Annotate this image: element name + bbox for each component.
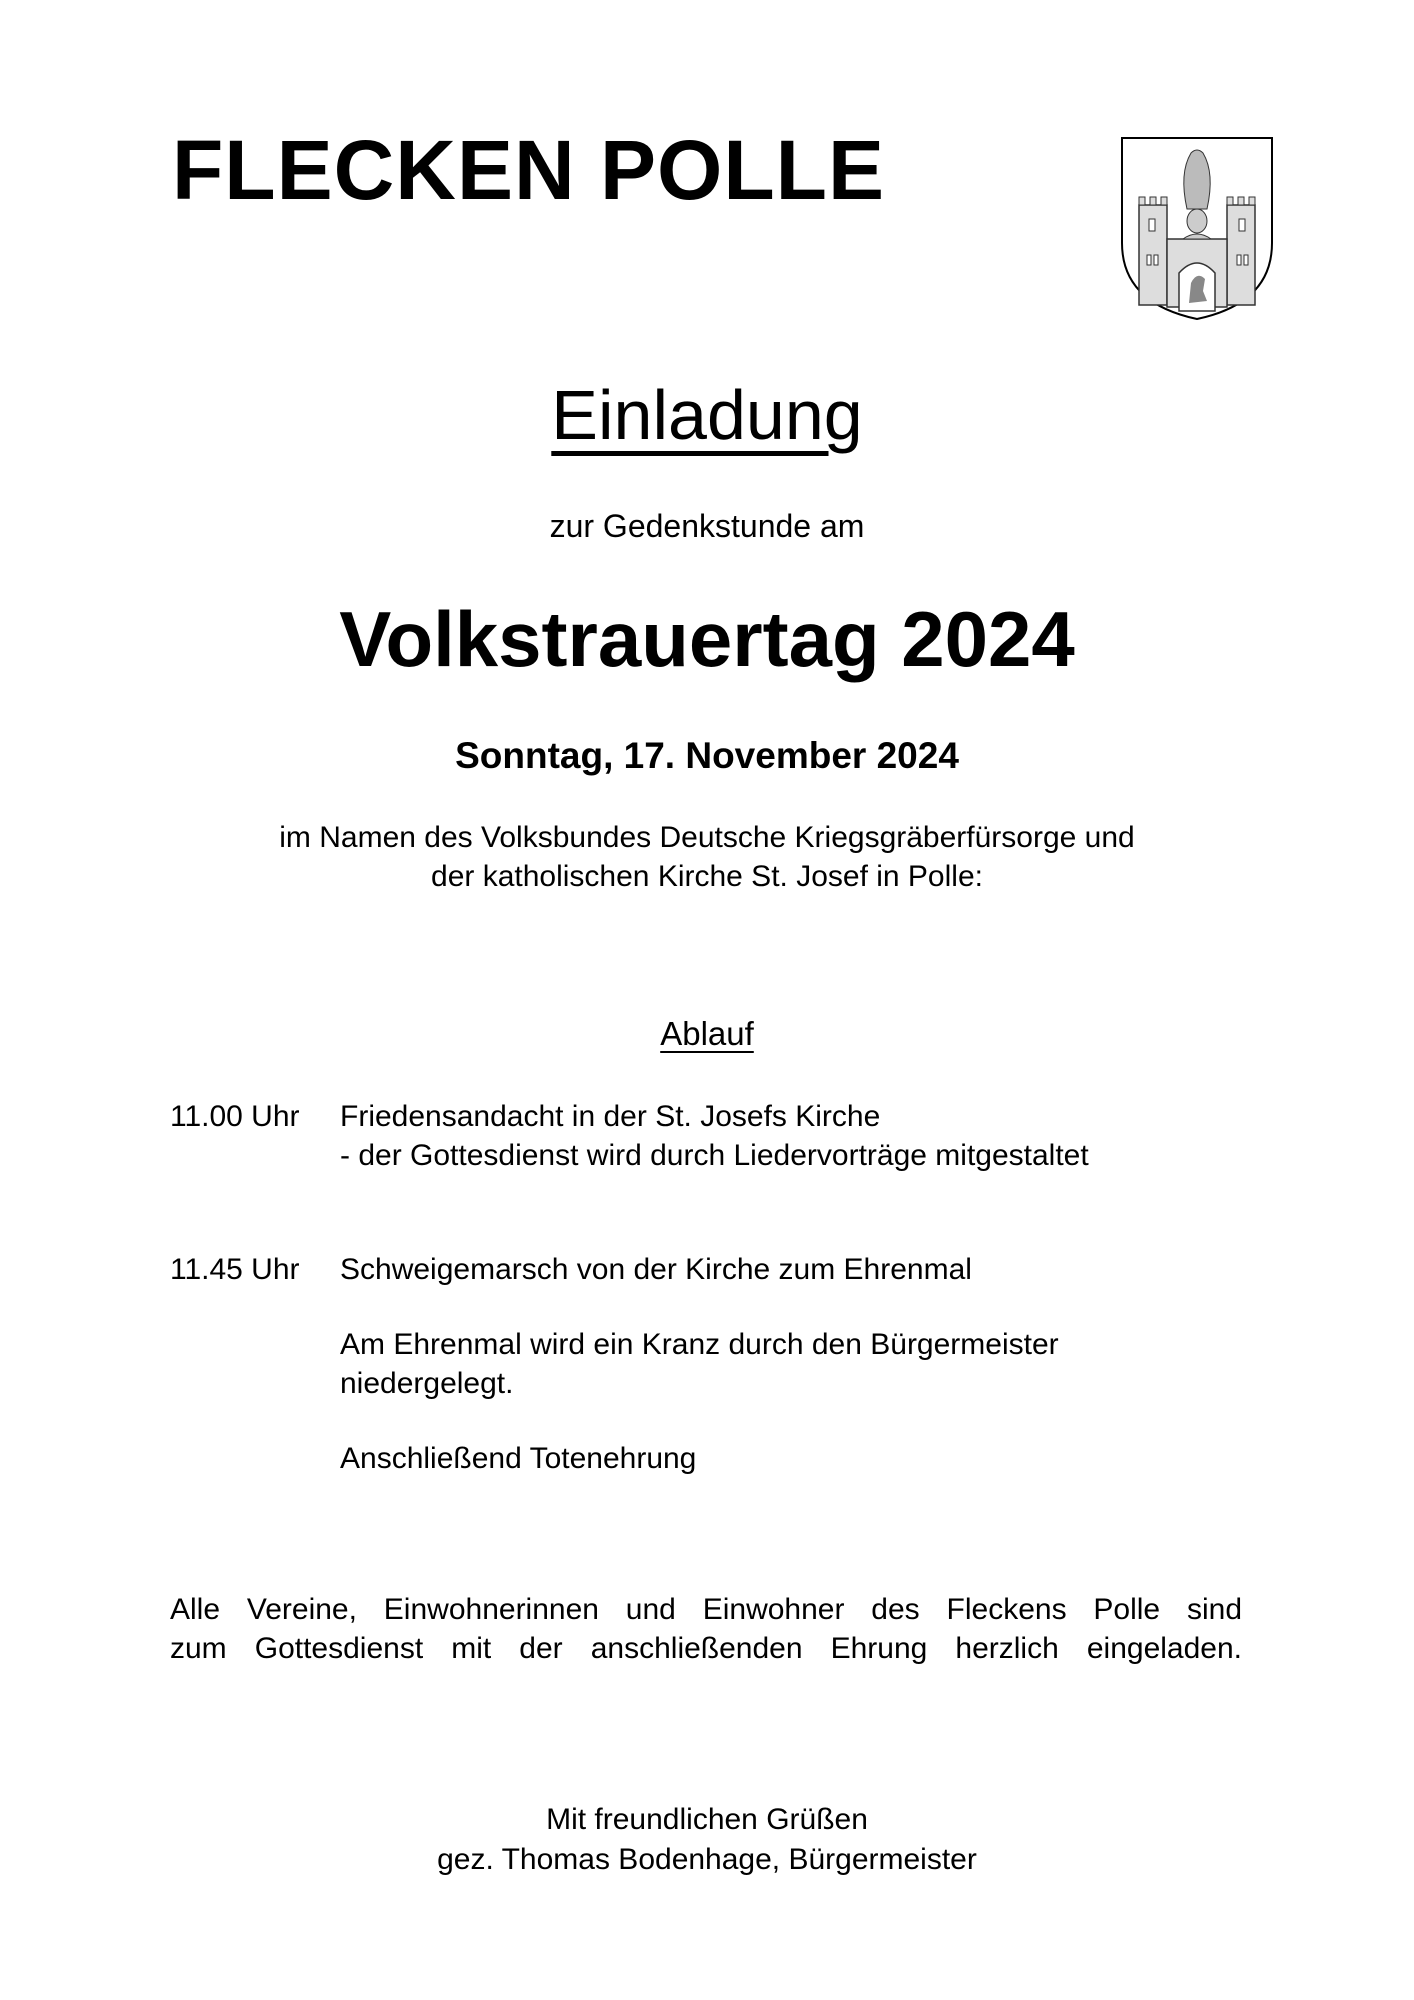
event-title: Volkstrauertag 2024 bbox=[339, 595, 1075, 683]
page-title: FLECKEN POLLE bbox=[172, 123, 886, 217]
event-date: Sonntag, 17. November 2024 bbox=[455, 735, 959, 776]
signature-block bbox=[0, 1800, 1414, 1880]
coat-of-arms-icon bbox=[1117, 133, 1277, 323]
on-behalf-text: im Namen des Volksbundes Deutsche Kriegsgräberfürsorge und der katholischen Kirche St. Josef in Polle: bbox=[279, 821, 1135, 893]
schedule-description: Friedensandacht in der St. Josefs Kirche - der Gottesdienst wird durch Liedervorträge mitgestaltet bbox=[340, 1100, 1089, 1172]
closing-paragraph: Alle Vereine, Einwohnerinnen und Einwohner des Fleckens Polle sind zum Gottesdienst mit der anschließenden Ehrung herzlich eingeladen. bbox=[170, 1593, 1242, 1665]
greeting: Mit freundlichen Grüßen bbox=[546, 1803, 868, 1836]
schedule-description: Schweigemarsch von der Kirche zum Ehrenmal Am Ehrenmal wird ein Kranz durch den Bürgermeister niedergelegt. Anschließend Totenehrung bbox=[340, 1253, 1059, 1475]
invitation-heading: Einladung bbox=[551, 376, 863, 454]
invitation-subheading: zur Gedenkstunde am bbox=[549, 508, 865, 544]
schedule-heading: Ablauf bbox=[660, 1015, 754, 1052]
schedule-time: 11.00 Uhr bbox=[170, 1100, 300, 1133]
schedule-time: 11.45 Uhr bbox=[170, 1253, 300, 1286]
signatory: gez. Thomas Bodenhage, Bürgermeister bbox=[437, 1843, 977, 1876]
